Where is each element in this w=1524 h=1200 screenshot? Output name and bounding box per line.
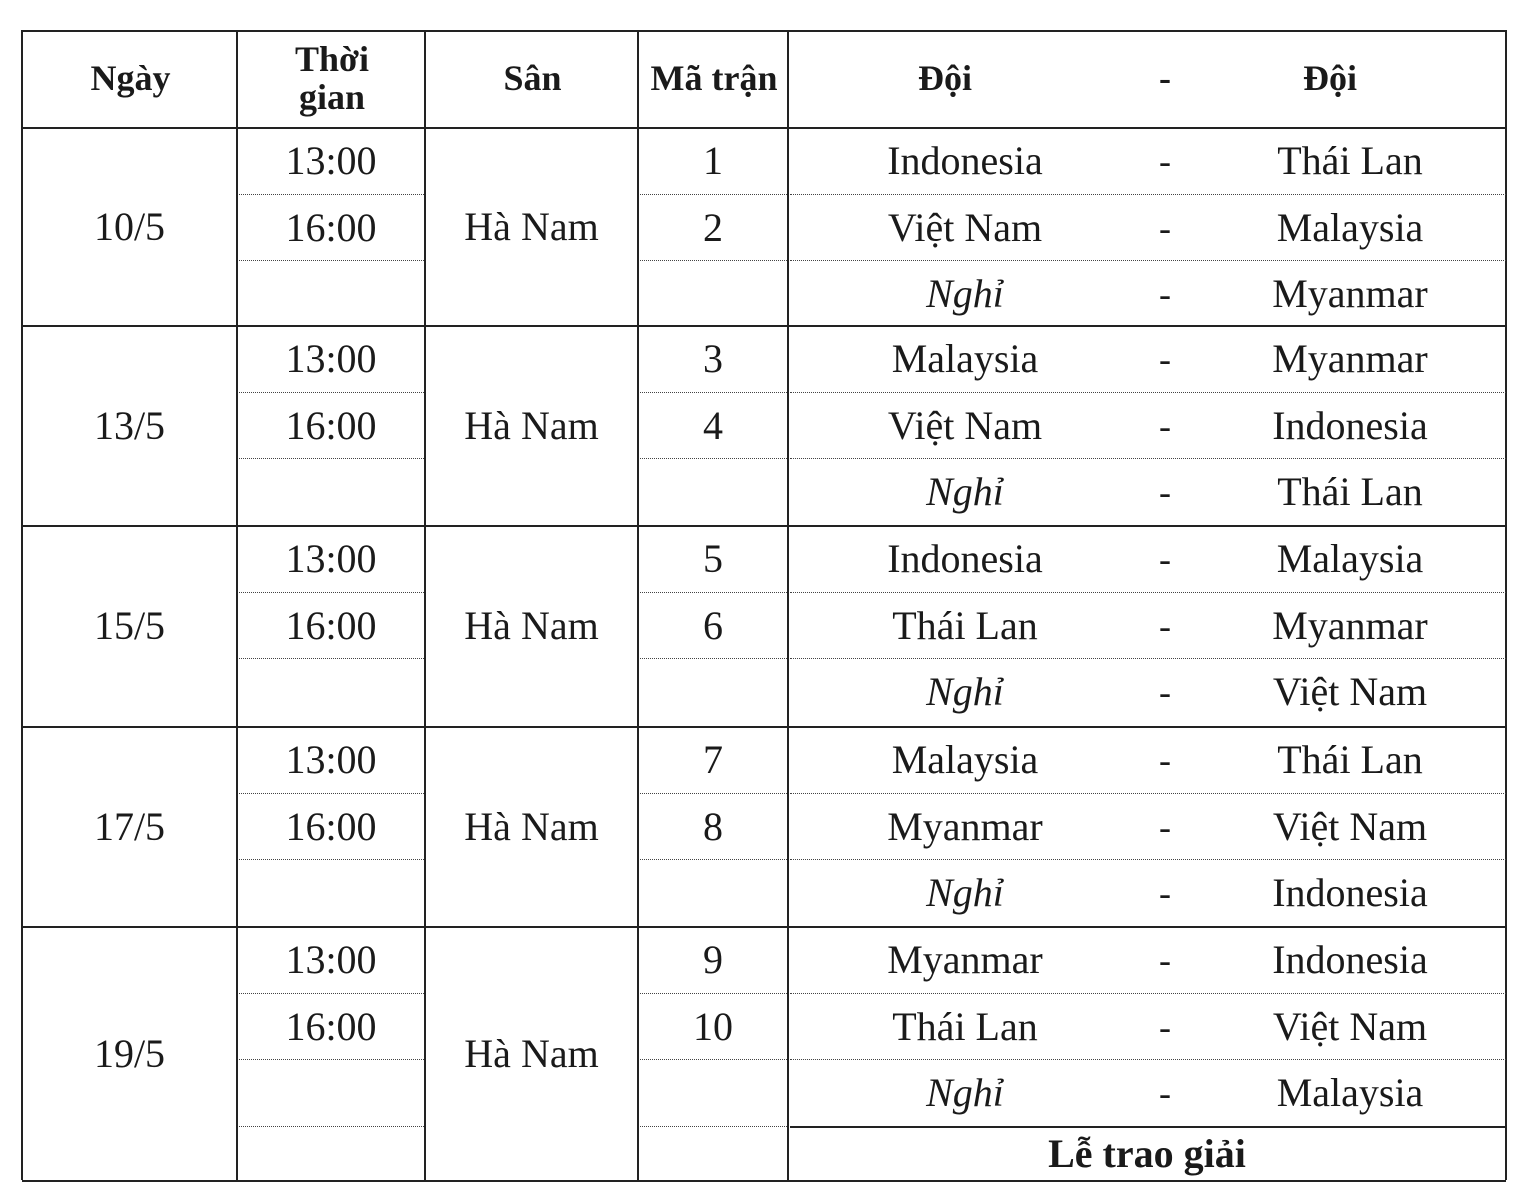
time-cell: 16:00: [285, 804, 377, 849]
match-code-cell: [640, 458, 786, 525]
match-code-cell: 5: [703, 536, 723, 581]
match-code-cell: [640, 1059, 786, 1126]
date-cell: 19/5: [93, 1030, 166, 1076]
team2-cell: Myanmar: [1272, 603, 1428, 648]
time-cell: 16:00: [285, 1004, 377, 1049]
award-ceremony-label: Lễ trao giải: [1048, 1130, 1246, 1176]
column-divider: [424, 30, 426, 1180]
versus-dash: -: [1159, 140, 1171, 181]
match-code-cell: 7: [703, 737, 723, 782]
team2-cell: Indonesia: [1272, 870, 1428, 915]
versus-dash: -: [1159, 939, 1171, 980]
time-cell: 13:00: [285, 937, 377, 982]
team2-cell: Malaysia: [1276, 536, 1424, 581]
team1-cell: Indonesia: [887, 536, 1043, 581]
rest-label: Nghỉ: [926, 1070, 1004, 1115]
time-cell: 16:00: [285, 205, 377, 250]
table-top-border: [22, 30, 1506, 32]
match-code-cell: 1: [703, 138, 723, 183]
time-cell: 13:00: [285, 138, 377, 183]
team2-cell: Thái Lan: [1277, 737, 1423, 782]
venue-cell: Hà Nam: [464, 402, 599, 448]
column-divider: [1505, 30, 1507, 1180]
date-cell: 17/5: [93, 803, 166, 849]
team2-cell: Việt Nam: [1272, 669, 1428, 714]
match-code-cell: 6: [703, 603, 723, 648]
match-code-cell: 3: [703, 336, 723, 381]
team2-cell: Việt Nam: [1272, 804, 1428, 849]
venue-cell: Hà Nam: [464, 1030, 599, 1076]
time-cell: [239, 458, 423, 525]
date-cell: 13/5: [93, 402, 166, 448]
rest-label: Nghỉ: [926, 870, 1004, 915]
versus-dash: -: [1159, 671, 1171, 712]
team2-cell: Malaysia: [1276, 1070, 1424, 1115]
venue-cell: Hà Nam: [464, 803, 599, 849]
match-code-cell: [640, 859, 786, 926]
header-date: Ngày: [90, 58, 171, 99]
rest-label: Nghỉ: [926, 669, 1004, 714]
versus-dash: -: [1159, 405, 1171, 446]
versus-dash: -: [1159, 806, 1171, 847]
header-time-line1: Thời: [295, 39, 369, 80]
versus-dash: -: [1159, 338, 1171, 379]
match-code-cell: 4: [703, 403, 723, 448]
header-team2: Đội: [1303, 58, 1357, 99]
team2-cell: Indonesia: [1272, 403, 1428, 448]
header-time: [239, 32, 425, 126]
date-cell: 15/5: [93, 603, 166, 648]
match-code-cell: 10: [693, 1004, 733, 1049]
time-cell: [239, 658, 423, 725]
team2-cell: Indonesia: [1272, 937, 1428, 982]
column-divider: [21, 30, 23, 1180]
team1-cell: Thái Lan: [892, 603, 1038, 648]
team1-cell: Malaysia: [891, 737, 1039, 782]
time-cell: [239, 1059, 423, 1126]
column-divider: [637, 30, 639, 1180]
versus-dash: -: [1159, 739, 1171, 780]
team1-cell: Myanmar: [887, 804, 1043, 849]
versus-dash: -: [1159, 273, 1171, 314]
column-divider: [236, 30, 238, 1180]
team2-cell: Myanmar: [1272, 336, 1428, 381]
match-code-cell: 9: [703, 937, 723, 982]
versus-dash: -: [1159, 1072, 1171, 1113]
time-cell: 16:00: [285, 603, 377, 648]
team1-cell: Malaysia: [891, 336, 1039, 381]
time-cell: 13:00: [285, 336, 377, 381]
header-team1: Đội: [918, 58, 972, 99]
venue-cell: Hà Nam: [464, 203, 599, 249]
header-match-code: Mã trận: [650, 58, 778, 99]
team2-cell: Thái Lan: [1277, 138, 1423, 183]
date-cell: 10/5: [93, 203, 166, 249]
rest-label: Nghỉ: [926, 271, 1004, 316]
time-cell: 16:00: [285, 403, 377, 448]
team1-cell: Việt Nam: [887, 403, 1043, 448]
header-time-line2: gian: [298, 77, 366, 117]
team2-cell: Myanmar: [1272, 271, 1428, 316]
match-code-cell: 2: [703, 205, 723, 250]
venue-cell: Hà Nam: [464, 603, 599, 648]
time-cell: 13:00: [285, 536, 377, 581]
team1-cell: Myanmar: [887, 937, 1043, 982]
team2-cell: Việt Nam: [1272, 1004, 1428, 1049]
time-cell: 13:00: [285, 737, 377, 782]
match-code-cell: [640, 260, 786, 327]
row-separator-time: [239, 1126, 424, 1127]
rest-label: Nghỉ: [926, 469, 1004, 514]
match-code-cell: [640, 658, 786, 725]
header-dash: -: [1159, 58, 1171, 99]
versus-dash: -: [1159, 471, 1171, 512]
versus-dash: -: [1159, 207, 1171, 248]
day-group-border: [22, 1180, 1506, 1182]
match-code-cell: 8: [703, 804, 723, 849]
team1-cell: Thái Lan: [892, 1004, 1038, 1049]
team2-cell: Thái Lan: [1277, 469, 1423, 514]
time-cell: [239, 859, 423, 926]
versus-dash: -: [1159, 872, 1171, 913]
row-separator-code: [640, 1126, 787, 1127]
header-venue: Sân: [503, 58, 562, 99]
versus-dash: -: [1159, 605, 1171, 646]
team2-cell: Malaysia: [1276, 205, 1424, 250]
time-cell: [239, 260, 423, 327]
column-divider: [787, 30, 789, 1180]
versus-dash: -: [1159, 1006, 1171, 1047]
team1-cell: Việt Nam: [887, 205, 1043, 250]
team1-cell: Indonesia: [887, 138, 1043, 183]
versus-dash: -: [1159, 538, 1171, 579]
